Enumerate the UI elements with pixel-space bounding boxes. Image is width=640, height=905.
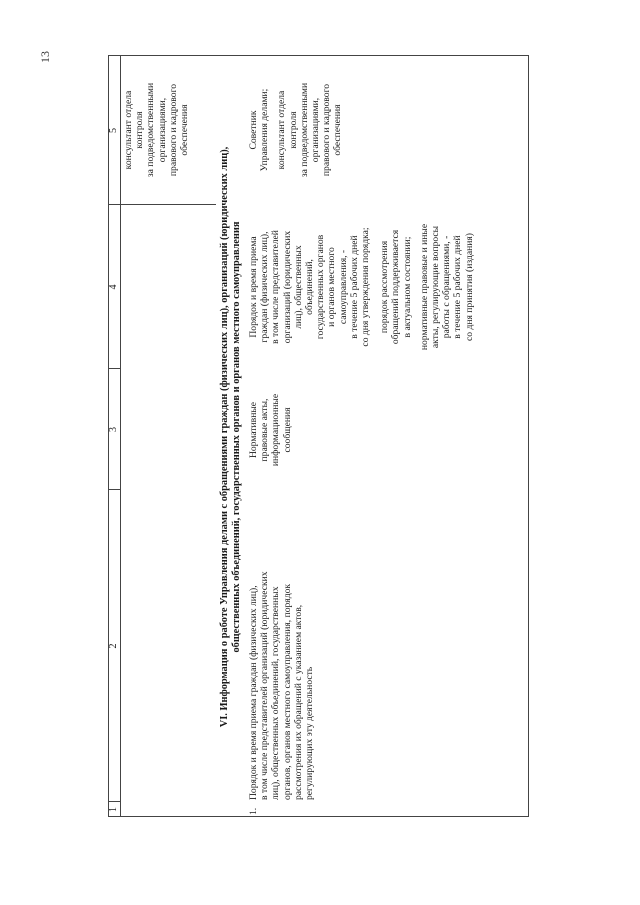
prev-row-col5-responsible — [123, 57, 190, 203]
text-line: правового и кадрового — [321, 83, 333, 177]
text-line: за подведомственными — [145, 82, 157, 178]
text-line: акты, регулирующие вопросы — [430, 225, 442, 349]
text-line: и органов местного — [326, 247, 338, 327]
page-number: 13 — [38, 51, 52, 63]
text-line: порядок рассмотрения — [379, 240, 391, 334]
text-line: за подведомственными — [298, 82, 310, 178]
col4-separator-prev-row — [120, 204, 216, 205]
text-line: обеспечения — [179, 104, 191, 156]
header-row-bottom-border — [120, 55, 121, 817]
text-line: Управления делами; — [259, 88, 271, 172]
text-line: сообщения — [281, 407, 293, 453]
text-line: обеспечения — [332, 104, 344, 156]
text-line: обращений поддерживается — [390, 229, 402, 345]
text-line: организаций (юридических — [281, 230, 293, 344]
text-line: в том числе представителей — [270, 230, 282, 344]
text-line: правовые акты, — [259, 398, 271, 462]
table-left-border — [108, 816, 528, 817]
text-line: работы с обращениями, - — [441, 235, 453, 339]
section-title — [219, 61, 243, 813]
row1-col2-description — [248, 493, 315, 800]
text-line: в актуальном состоянии; — [401, 236, 413, 338]
text-line: правового и кадрового — [167, 83, 179, 177]
text-line: в течение 5 рабочих дней — [348, 235, 360, 339]
column-header-3: 3 — [108, 427, 119, 432]
text-line: консультант отдела — [276, 90, 288, 170]
text-line: объединений, — [304, 259, 316, 315]
text-line: в течение 5 рабочих дней — [452, 235, 464, 339]
text-line: со дня принятия (издания) — [463, 233, 475, 341]
section-title-line1: VI. Информация о работе Управления делами с обращениями граждан (физических лиц), организаций (юридических лиц), — [219, 146, 230, 728]
text-line: Советник — [248, 110, 259, 150]
text-line: самоуправления, - — [337, 249, 349, 325]
text-line: информационные — [270, 393, 282, 467]
text-line: рассмотрения их обращений с указанием актов, — [292, 604, 304, 800]
spacer — [371, 206, 379, 368]
column-header-2: 2 — [108, 643, 119, 649]
text-line: контроля — [287, 111, 299, 149]
row1-col5-responsible — [248, 57, 344, 203]
text-line: нормативные правовые и иные — [418, 223, 430, 351]
text-line: Порядок и время приема граждан (физических лиц), — [248, 585, 259, 800]
text-line: лиц), общественных — [292, 245, 304, 329]
table-bottom-border — [528, 55, 529, 817]
text-line: контроля — [134, 111, 146, 149]
text-line: Порядок и время приема — [248, 236, 259, 338]
text-line: организациями, — [156, 97, 168, 163]
column-header-5: 5 — [108, 128, 119, 133]
text-line: консультант отдела — [123, 90, 134, 170]
column-header-4: 4 — [108, 284, 119, 290]
row-number: 1. — [248, 807, 259, 815]
table-right-border — [108, 55, 528, 56]
text-line: со дня утверждения порядка; — [360, 227, 372, 347]
text-line: организациями, — [310, 97, 322, 163]
text-line: граждан (физических лиц), — [259, 231, 271, 343]
text-line: органов, органов местного самоуправления, порядок — [281, 583, 293, 800]
column-header-1: 1 — [108, 807, 119, 812]
row1-col4-periodicity — [248, 206, 475, 368]
section-title-line2: общественных объединений, государственных органов и органов местного самоуправления — [231, 221, 242, 653]
text-line: Нормативные — [248, 401, 259, 459]
text-line: лиц), общественных объединений, государственных — [270, 586, 282, 800]
text-line: государственных органов — [315, 234, 327, 340]
row1-col3-placement — [248, 371, 293, 489]
text-line: в том числе представителей организаций (юридических — [259, 571, 271, 800]
text-line: регулирующих эту деятельность — [304, 666, 316, 800]
